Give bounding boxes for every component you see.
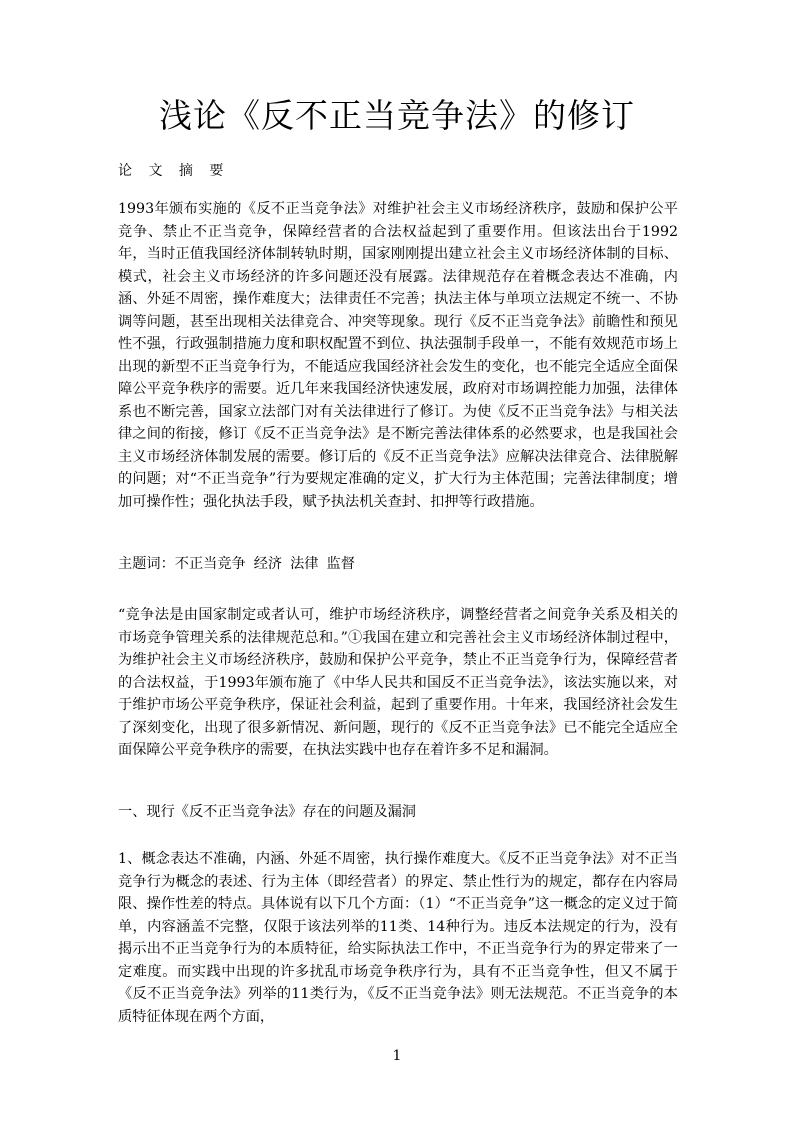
abstract-paragraph: 1993年颁布实施的《反不正当竞争法》对维护社会主义市场经济秩序，鼓励和保护公平竞争、禁止不正当竞争，保障经营者的合法权益起到了重要作用。但该法出台于1992年，当时正值我国经济体制转轨时期，国家刚刚提出建立社会主义市场经济体制的目标、模式，社会主义市场经济的许多问题还没有展露。法律规范存在着概念表达不准确，内涵、外延不周密，操作难度大；法律责任不完善；执法主体与单项立法规定不统一、不协调等问题，甚至出现相关法律竞合、冲突等现象。现行《反不正当竞争法》前瞻性和预见性不强，行政强制措施力度和职权配置不到位、执法强制手段单一，不能有效规范市场上出现的新型不正当竞争行为，不能适应我国经济社会发生的变化，也不能完全适应全面保障公平竞争秩序的需要。近几年来我国经济快速发展，政府对市场调控能力加强，法律体系也不断完善，国家立法部门对有关法律进行了修订。为使《反不正当竞争法》与相关法律之间的衔接，修订《反不正当竞争法》是不断完善法律体系的必然要求，也是我国社会主义市场经济体制发展的需要。修订后的《反不正当竞争法》应解决法律竞合、法律脱解的问题；对“不正当竞争”行为要规定准确的定义，扩大行为主体范围；完善法律制度；增加可操作性；强化执法手段，赋予执法机关查封、扣押等行政措施。	[118, 201, 678, 510]
document-title: 浅论《反不正当竞争法》的修订	[159, 96, 635, 135]
intro-paragraph: “竞争法是由国家制定或者认可，维护市场经济秩序，调整经营者之间竞争关系及相关的市场竞争管理关系的法律规范总和。”①我国在建立和完善社会主义市场经济体制过程中，为维护社会主义市场经济秩序，鼓励和保护公平竞争，禁止不正当竞争行为，保障经营者的合法权益，于1993年颁布施了《中华人民共和国反不正当竞争法》，该法实施以来，对于维护市场公平竞争秩序，保证社会利益，起到了重要作用。十年来，我国经济社会发生了深刻变化，出现了很多新情况、新问题，现行的《反不正当竞争法》已不能完全适应全面保障公平竞争秩序的需要，在执法实践中也存在着许多不足和漏洞。	[118, 607, 678, 758]
page-number: 1	[392, 1048, 402, 1064]
abstract-label: 论 文 摘 要	[118, 163, 230, 179]
keyword: 监督	[326, 556, 355, 572]
keywords-line	[118, 553, 678, 576]
keyword: 法律	[290, 556, 319, 572]
section-paragraph: 1、概念表达不准确，内涵、外延不周密，执行操作难度大。《反不正当竞争法》对不正当竞争行为概念的表述、行为主体（即经营者）的界定、禁止性行为的规定，都存在内容局限、操作性差的特点。具体说有以下几个方面：（1）“不正当竞争”这一概念的定义过于简单，内容涵盖不完整，仅限于该法列举的11类、14种行为。违反本法规定的行为，没有揭示出不正当竞争行为的本质特征，给实际执法工作中，不正当竞争行为的界定带来了一定难度。而实践中出现的许多扰乱市场竞争秩序行为，具有不正当竞争性，但又不属于《反不正当竞争法》列举的11类行为，《反不正当竞争法》则无法规范。不正当竞争的本质特征体现在两个方面，	[118, 851, 678, 1025]
keyword: 经济	[253, 556, 283, 572]
section-heading: 一、现行《反不正当竞争法》存在的问题及漏洞	[118, 804, 416, 820]
keywords-label: 主题词：	[118, 556, 175, 572]
keyword: 不正当竞争	[174, 556, 246, 572]
